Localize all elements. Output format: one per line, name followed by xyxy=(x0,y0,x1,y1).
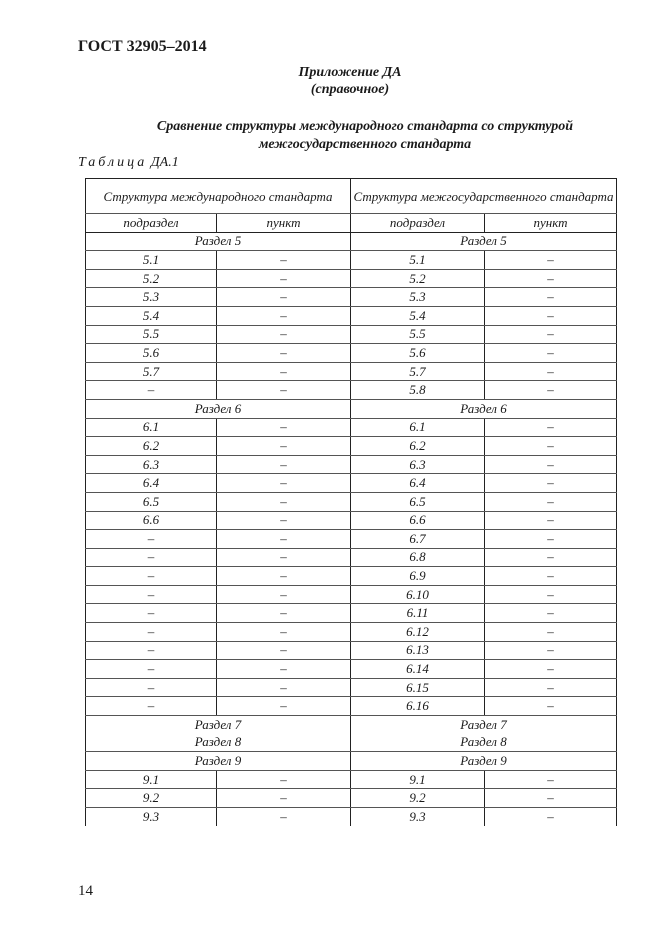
cell-clause-intl: – xyxy=(217,770,351,789)
cell-subsection-interstate: 6.14 xyxy=(351,660,485,679)
table-label xyxy=(78,155,179,171)
cell-subsection-interstate: 5.2 xyxy=(351,269,485,288)
section-cell-left: Раздел 6 xyxy=(86,399,351,418)
cell-clause-interstate: – xyxy=(485,418,617,437)
section-cell-right: Раздел 5 xyxy=(351,232,617,251)
cell-clause-intl: – xyxy=(217,623,351,642)
section-cell-right: Раздел 9 xyxy=(351,752,617,771)
table-row xyxy=(86,770,617,789)
appendix-title: Приложение ДА xyxy=(298,65,402,80)
table-row xyxy=(86,641,617,660)
cell-clause-interstate: – xyxy=(485,530,617,549)
cell-subsection-intl: 9.2 xyxy=(86,789,217,808)
cell-clause-intl: – xyxy=(217,678,351,697)
cell-clause-intl: – xyxy=(217,511,351,530)
table-row xyxy=(86,251,617,270)
cell-subsection-interstate: 9.3 xyxy=(351,808,485,826)
subheader-subsection-interstate: подраздел xyxy=(351,214,485,233)
cell-subsection-intl: – xyxy=(86,678,217,697)
cell-clause-intl: – xyxy=(217,604,351,623)
cell-clause-intl: – xyxy=(217,251,351,270)
table-row xyxy=(86,344,617,363)
cell-clause-intl: – xyxy=(217,288,351,307)
cell-subsection-intl: 9.3 xyxy=(86,808,217,826)
cell-clause-intl: – xyxy=(217,530,351,549)
cell-clause-interstate: – xyxy=(485,288,617,307)
cell-clause-intl: – xyxy=(217,548,351,567)
section-title-line2: межгосударственного стандарта xyxy=(258,137,472,152)
cell-subsection-interstate: 6.10 xyxy=(351,585,485,604)
cell-clause-intl: – xyxy=(217,325,351,344)
cell-subsection-intl: 6.6 xyxy=(86,511,217,530)
subheader-clause-intl: пункт xyxy=(217,214,351,233)
section-cell-left: Раздел 9 xyxy=(86,752,351,771)
cell-subsection-intl: 5.1 xyxy=(86,251,217,270)
cell-clause-interstate: – xyxy=(485,455,617,474)
cell-subsection-interstate: 6.3 xyxy=(351,455,485,474)
section-row xyxy=(86,752,617,771)
table-label-word: Таблица xyxy=(78,155,148,170)
cell-subsection-intl: – xyxy=(86,660,217,679)
cell-clause-interstate: – xyxy=(485,474,617,493)
cell-subsection-intl: 6.2 xyxy=(86,437,217,456)
cell-clause-intl: – xyxy=(217,492,351,511)
section-cell-right: Раздел 8 xyxy=(351,734,617,752)
cell-subsection-intl: – xyxy=(86,585,217,604)
section-row xyxy=(86,232,617,251)
table-header-row xyxy=(86,179,617,214)
section-title xyxy=(110,118,620,154)
cell-clause-interstate: – xyxy=(485,585,617,604)
cell-clause-intl: – xyxy=(217,697,351,716)
table-row xyxy=(86,567,617,586)
table-row xyxy=(86,362,617,381)
subheader-subsection-intl: подраздел xyxy=(86,214,217,233)
table-row xyxy=(86,269,617,288)
cell-clause-interstate: – xyxy=(485,604,617,623)
cell-subsection-intl: – xyxy=(86,623,217,642)
cell-subsection-interstate: 6.2 xyxy=(351,437,485,456)
cell-subsection-intl: 6.3 xyxy=(86,455,217,474)
section-row xyxy=(86,399,617,418)
cell-subsection-interstate: 6.6 xyxy=(351,511,485,530)
cell-clause-intl: – xyxy=(217,437,351,456)
cell-clause-intl: – xyxy=(217,660,351,679)
cell-subsection-intl: – xyxy=(86,530,217,549)
cell-clause-intl: – xyxy=(217,808,351,826)
cell-subsection-intl: – xyxy=(86,548,217,567)
section-cell-right: Раздел 6 xyxy=(351,399,617,418)
table-row xyxy=(86,548,617,567)
cell-subsection-interstate: 5.3 xyxy=(351,288,485,307)
cell-clause-interstate: – xyxy=(485,362,617,381)
cell-subsection-interstate: 6.16 xyxy=(351,697,485,716)
cell-clause-interstate: – xyxy=(485,808,617,826)
table-row xyxy=(86,437,617,456)
table-row xyxy=(86,492,617,511)
section-cell-left: Раздел 8 xyxy=(86,734,351,752)
table-row xyxy=(86,623,617,642)
table-row xyxy=(86,808,617,826)
table-row xyxy=(86,660,617,679)
cell-clause-interstate: – xyxy=(485,660,617,679)
cell-clause-interstate: – xyxy=(485,770,617,789)
table-row xyxy=(86,697,617,716)
cell-clause-interstate: – xyxy=(485,511,617,530)
table-row xyxy=(86,511,617,530)
cell-subsection-interstate: 6.13 xyxy=(351,641,485,660)
cell-clause-interstate: – xyxy=(485,548,617,567)
cell-subsection-intl: 5.7 xyxy=(86,362,217,381)
comparison-table xyxy=(85,178,617,826)
table-row xyxy=(86,455,617,474)
table-row xyxy=(86,789,617,808)
cell-subsection-interstate: 5.7 xyxy=(351,362,485,381)
cell-clause-interstate: – xyxy=(485,269,617,288)
cell-clause-interstate: – xyxy=(485,437,617,456)
cell-clause-intl: – xyxy=(217,641,351,660)
cell-subsection-interstate: 5.6 xyxy=(351,344,485,363)
cell-clause-intl: – xyxy=(217,789,351,808)
appendix-subtitle: (справочное) xyxy=(310,82,390,97)
document-code: ГОСТ 32905–2014 xyxy=(78,38,207,55)
table-row xyxy=(86,678,617,697)
table-body xyxy=(86,232,617,826)
section-cell-left: Раздел 5 xyxy=(86,232,351,251)
cell-clause-interstate: – xyxy=(485,623,617,642)
cell-subsection-interstate: 5.5 xyxy=(351,325,485,344)
page-number: 14 xyxy=(78,883,93,899)
section-cell-right: Раздел 7 xyxy=(351,716,617,734)
cell-clause-interstate: – xyxy=(485,306,617,325)
table-row xyxy=(86,325,617,344)
section-cell-left: Раздел 7 xyxy=(86,716,351,734)
cell-subsection-interstate: 6.11 xyxy=(351,604,485,623)
cell-clause-intl: – xyxy=(217,381,351,400)
appendix-heading xyxy=(220,64,480,98)
cell-clause-intl: – xyxy=(217,362,351,381)
subheader-clause-interstate: пункт xyxy=(485,214,617,233)
cell-subsection-interstate: 5.1 xyxy=(351,251,485,270)
cell-clause-interstate: – xyxy=(485,492,617,511)
table-row xyxy=(86,585,617,604)
cell-clause-intl: – xyxy=(217,344,351,363)
cell-subsection-intl: – xyxy=(86,641,217,660)
cell-subsection-interstate: 6.8 xyxy=(351,548,485,567)
section-row xyxy=(86,716,617,734)
section-row xyxy=(86,734,617,752)
table-row xyxy=(86,418,617,437)
cell-subsection-interstate: 5.4 xyxy=(351,306,485,325)
cell-clause-intl: – xyxy=(217,418,351,437)
cell-clause-intl: – xyxy=(217,474,351,493)
cell-subsection-interstate: 9.1 xyxy=(351,770,485,789)
cell-subsection-interstate: 6.15 xyxy=(351,678,485,697)
table-row xyxy=(86,530,617,549)
table-row xyxy=(86,288,617,307)
cell-subsection-intl: 9.1 xyxy=(86,770,217,789)
cell-subsection-interstate: 6.1 xyxy=(351,418,485,437)
table-row xyxy=(86,474,617,493)
cell-subsection-intl: 6.1 xyxy=(86,418,217,437)
cell-clause-interstate: – xyxy=(485,641,617,660)
cell-clause-interstate: – xyxy=(485,381,617,400)
cell-clause-interstate: – xyxy=(485,678,617,697)
cell-clause-interstate: – xyxy=(485,251,617,270)
cell-clause-intl: – xyxy=(217,567,351,586)
cell-clause-intl: – xyxy=(217,455,351,474)
cell-subsection-interstate: 6.12 xyxy=(351,623,485,642)
cell-subsection-interstate: 6.5 xyxy=(351,492,485,511)
cell-subsection-intl: – xyxy=(86,697,217,716)
cell-subsection-interstate: 6.4 xyxy=(351,474,485,493)
table-row xyxy=(86,604,617,623)
cell-subsection-intl: 5.2 xyxy=(86,269,217,288)
cell-subsection-intl: 6.4 xyxy=(86,474,217,493)
table-label-number: ДА.1 xyxy=(150,155,179,170)
cell-subsection-interstate: 6.7 xyxy=(351,530,485,549)
cell-clause-interstate: – xyxy=(485,344,617,363)
header-international: Структура международного стандарта xyxy=(86,179,351,214)
cell-clause-interstate: – xyxy=(485,567,617,586)
cell-subsection-intl: 5.5 xyxy=(86,325,217,344)
table-row xyxy=(86,306,617,325)
table-subheader-row xyxy=(86,214,617,233)
header-interstate: Структура межгосударственного стандарта xyxy=(351,179,617,214)
cell-subsection-interstate: 6.9 xyxy=(351,567,485,586)
cell-subsection-intl: – xyxy=(86,604,217,623)
cell-subsection-interstate: 9.2 xyxy=(351,789,485,808)
section-title-line1: Сравнение структуры международного стандарта со структурой xyxy=(156,119,574,134)
cell-subsection-intl: 5.3 xyxy=(86,288,217,307)
cell-subsection-interstate: 5.8 xyxy=(351,381,485,400)
cell-clause-intl: – xyxy=(217,269,351,288)
cell-subsection-intl: 5.6 xyxy=(86,344,217,363)
cell-clause-interstate: – xyxy=(485,325,617,344)
cell-subsection-intl: – xyxy=(86,567,217,586)
cell-subsection-intl: – xyxy=(86,381,217,400)
cell-clause-interstate: – xyxy=(485,697,617,716)
table-row xyxy=(86,381,617,400)
cell-subsection-intl: 5.4 xyxy=(86,306,217,325)
cell-clause-intl: – xyxy=(217,306,351,325)
cell-clause-interstate: – xyxy=(485,789,617,808)
cell-subsection-intl: 6.5 xyxy=(86,492,217,511)
cell-clause-intl: – xyxy=(217,585,351,604)
